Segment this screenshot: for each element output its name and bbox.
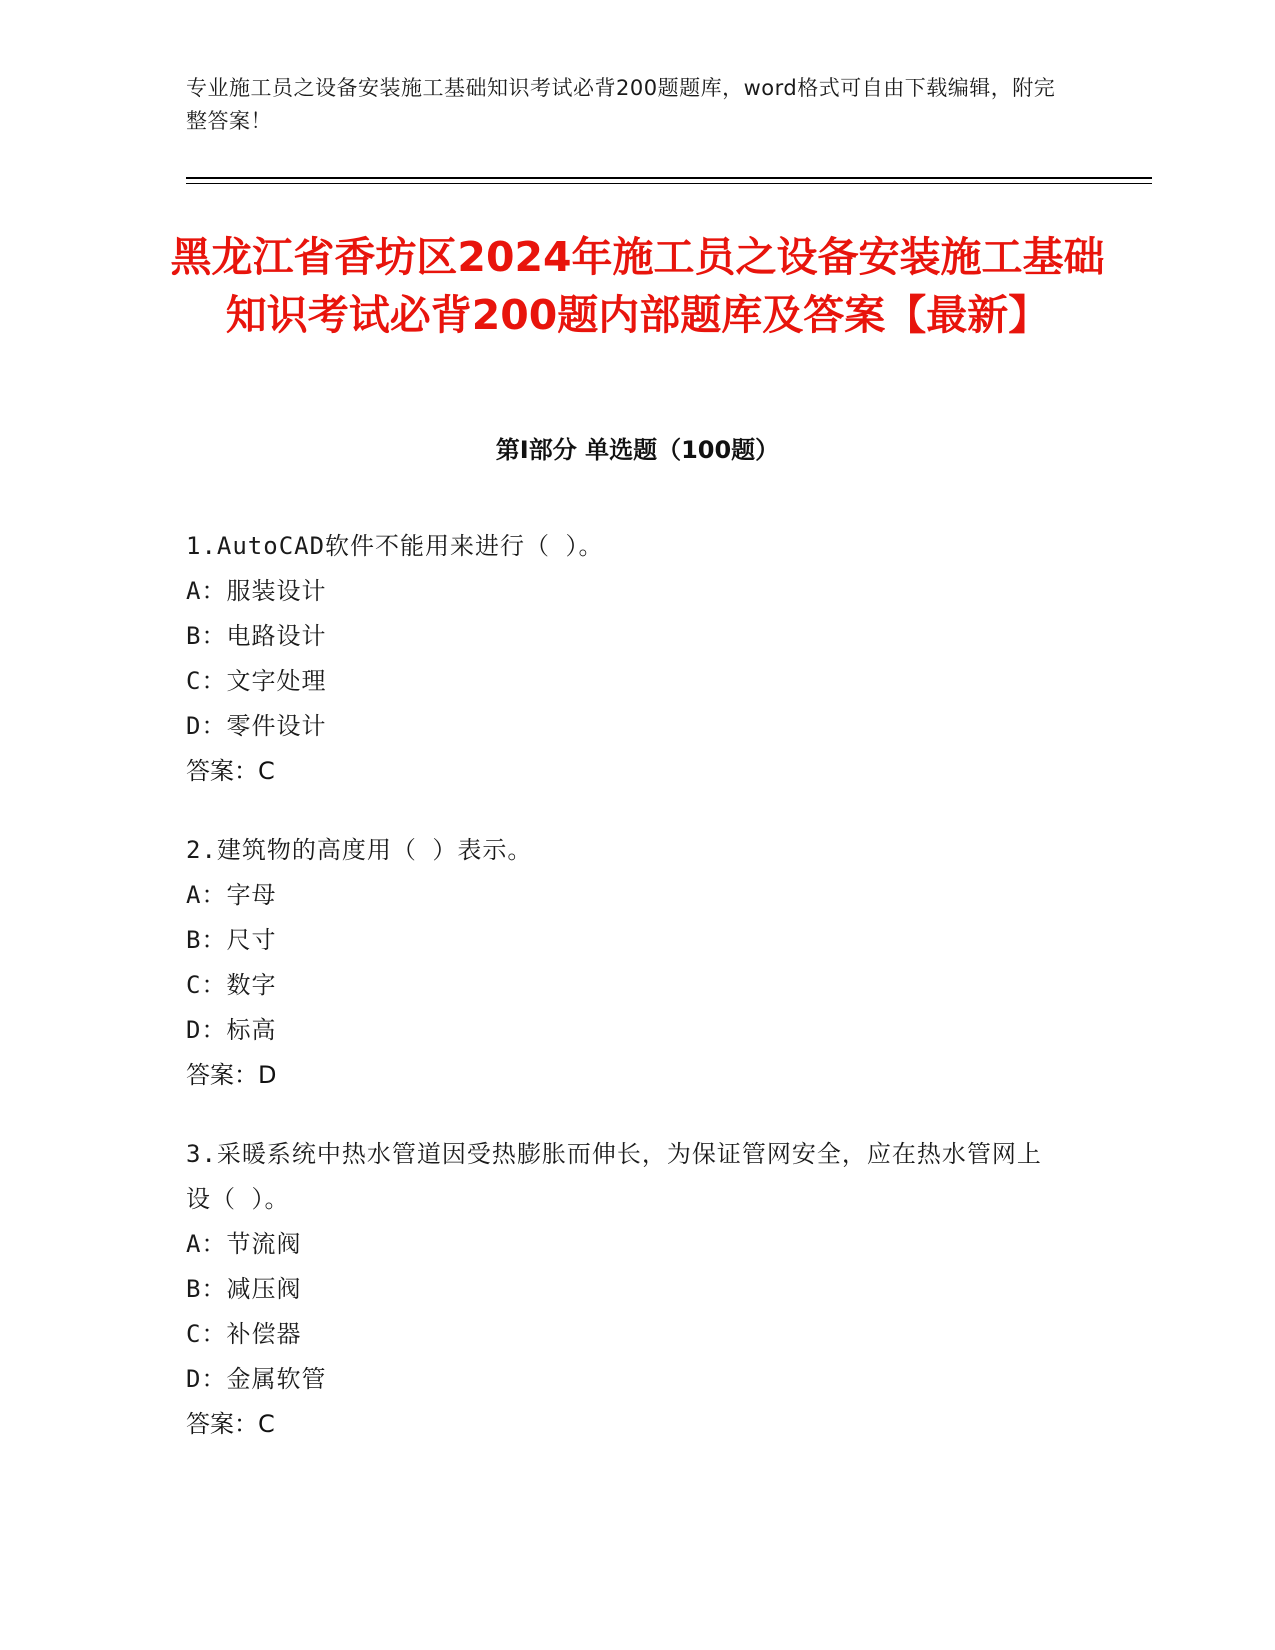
option-b: B：尺寸: [186, 926, 277, 954]
option-d: D：金属软管: [186, 1365, 327, 1393]
header-rule-thin: [186, 183, 1152, 184]
section-title: 第Ⅰ部分 单选题（100题）: [495, 436, 780, 464]
option-a: A：字母: [186, 881, 277, 909]
option-c: C：文字处理: [186, 667, 327, 695]
option-a: A：服装设计: [186, 577, 327, 605]
question-2: [186, 828, 1066, 1098]
option-d: D：标高: [186, 1016, 277, 1044]
answer: 答案：C: [186, 1410, 275, 1438]
header-rule-thick: [186, 177, 1152, 179]
option-c: C：数字: [186, 971, 277, 999]
option-d: D：零件设计: [186, 712, 327, 740]
option-b: B：电路设计: [186, 622, 327, 650]
question-1: [186, 524, 1066, 794]
document-title: 黑龙江省香坊区2024年施工员之设备安装施工基础知识考试必背200题内部题库及答案【最新】: [170, 233, 1105, 339]
question-list: [186, 524, 1066, 1481]
question-stem: 3.采暖系统中热水管道因受热膨胀而伸长，为保证管网安全，应在热水管网上设（ ）。: [186, 1140, 1042, 1213]
page-header: 专业施工员之设备安装施工基础知识考试必背200题题库，word格式可自由下载编辑，附完整答案！: [186, 76, 1056, 133]
question-stem: 1.AutoCAD软件不能用来进行（ ）。: [186, 532, 604, 560]
option-c: C：补偿器: [186, 1320, 302, 1348]
answer: 答案：D: [186, 1061, 277, 1089]
question-3: [186, 1132, 1066, 1447]
answer: 答案：C: [186, 757, 275, 785]
question-stem: 2.建筑物的高度用（ ）表示。: [186, 836, 533, 864]
option-b: B：减压阀: [186, 1275, 302, 1303]
option-a: A：节流阀: [186, 1230, 302, 1258]
